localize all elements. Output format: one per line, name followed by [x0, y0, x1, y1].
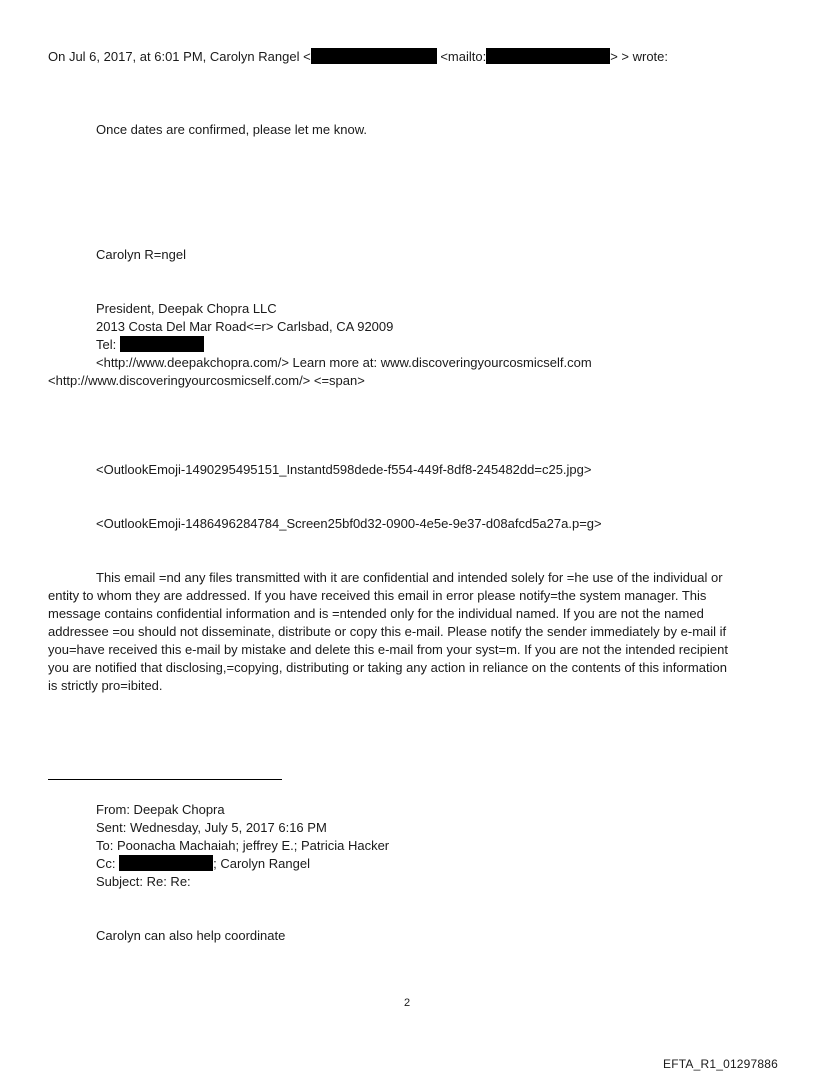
disclaimer-line: is strictly pro=ibited.: [48, 678, 163, 693]
signature-link-line2: <http://www.discoveringyourcosmicself.com/> <=span>: [48, 373, 365, 388]
header-mailto: <mailto:: [440, 49, 487, 64]
disclaimer-line: addressee =ou should not disseminate, distribute or copy this e-mail. Please notify the sender immediately by e-mail if: [48, 624, 727, 639]
cc-label: Cc:: [96, 856, 116, 871]
cc-rest: ; Carolyn Rangel: [213, 856, 310, 871]
fwd-to: To: Poonacha Machaiah; jeffrey E.; Patricia Hacker: [96, 838, 390, 853]
redaction-block: [311, 48, 437, 64]
disclaimer-line: you=have received this e-mail by mistake and delete this e-mail from your syst=m. If you are not the intended recipient: [48, 642, 728, 657]
redaction-block: [120, 336, 204, 352]
fwd-sent: Sent: Wednesday, July 5, 2017 6:16 PM: [96, 820, 327, 835]
attachment-ref: <OutlookEmoji-1490295495151_Instantd598dede-f554-449f-8df8-245482dd=c25.jpg>: [96, 462, 592, 477]
message-body: Once dates are confirmed, please let me know.: [96, 122, 367, 137]
header-suffix: > > wrote:: [610, 49, 669, 64]
signature-tel: [96, 336, 204, 354]
signature-name: Carolyn R=ngel: [96, 247, 186, 262]
disclaimer-line: you are notified that disclosing,=copying, distributing or taking any action in reliance on the contents of this information: [48, 660, 727, 675]
fwd-body: Carolyn can also help coordinate: [96, 928, 286, 943]
fwd-cc: [96, 855, 310, 873]
tel-label: Tel:: [96, 337, 117, 352]
document-id: EFTA_R1_01297886: [663, 1057, 779, 1071]
redaction-block: [486, 48, 610, 64]
header-prefix: On Jul 6, 2017, at 6:01 PM, Carolyn Rangel <: [48, 49, 311, 64]
disclaimer-line: This email =nd any files transmitted with it are confidential and intended solely for =he use of the individual or: [96, 570, 723, 585]
fwd-from: From: Deepak Chopra: [96, 802, 225, 817]
fwd-subject: Subject: Re: Re:: [96, 874, 191, 889]
email-header-line: [48, 48, 668, 66]
attachment-ref: <OutlookEmoji-1486496284784_Screen25bf0d32-0900-4e5e-9e37-d08afcd5a27a.p=g>: [96, 516, 602, 531]
divider: [48, 779, 282, 780]
signature-title: President, Deepak Chopra LLC: [96, 301, 277, 316]
signature-address: 2013 Costa Del Mar Road<=r> Carlsbad, CA 92009: [96, 319, 394, 334]
redaction-block: [119, 855, 213, 871]
disclaimer-line: message contains confidential information and is =ntended only for the individual named. If you are not the named: [48, 606, 704, 621]
page-number: 2: [404, 997, 411, 1009]
signature-link-line1: <http://www.deepakchopra.com/> Learn more at: www.discoveringyourcosmicself.com: [96, 355, 592, 370]
disclaimer-line: entity to whom they are addressed. If you have received this email in error please notify=the system manager. This: [48, 588, 707, 603]
